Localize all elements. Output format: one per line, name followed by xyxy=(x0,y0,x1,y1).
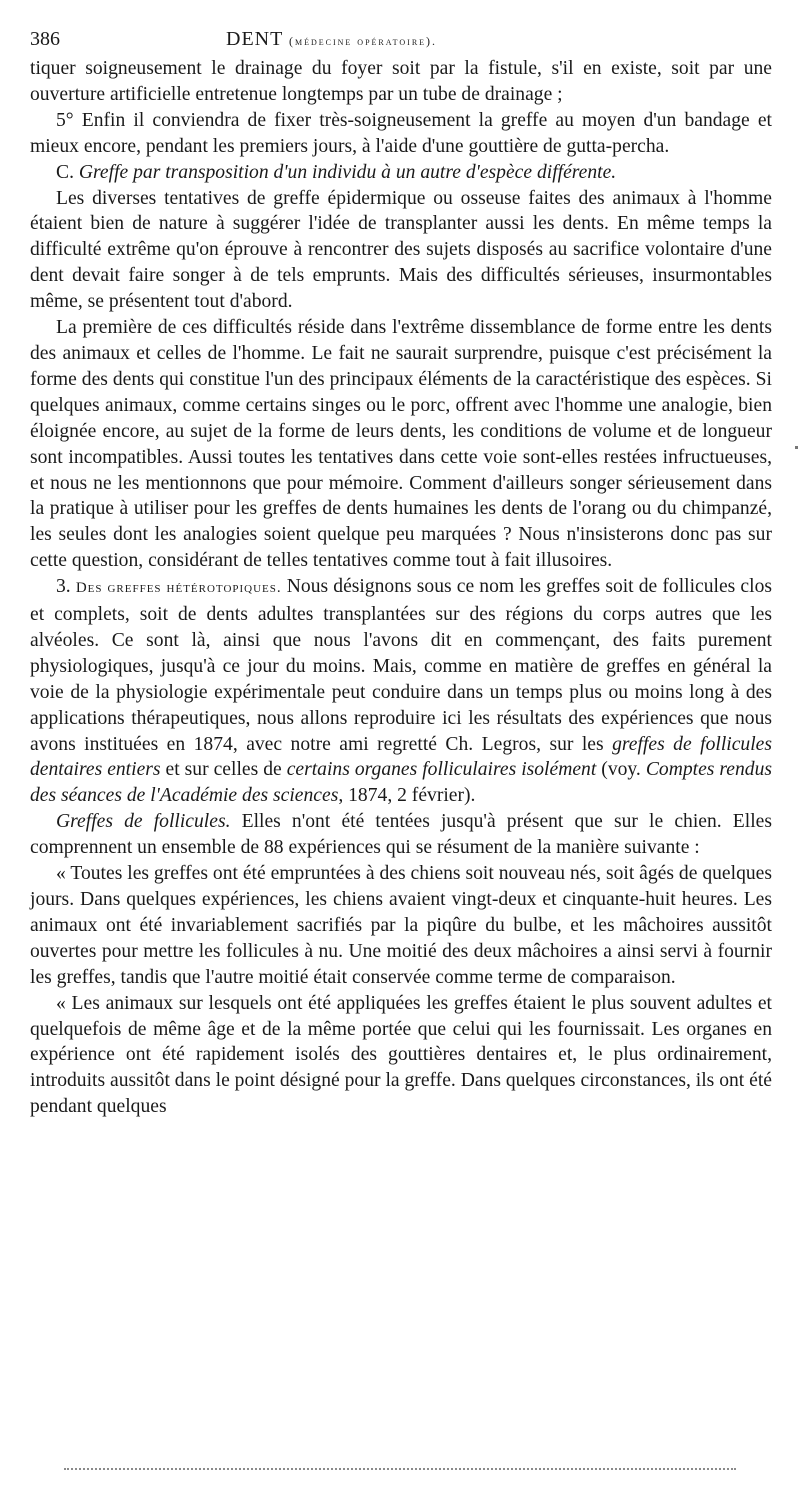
running-title-main: DENT xyxy=(226,28,283,50)
text-run: C. xyxy=(56,161,79,183)
body-text xyxy=(30,56,772,1120)
paragraph xyxy=(30,108,772,160)
paragraph xyxy=(30,991,772,1121)
italic-text: Greffes de follicules. xyxy=(56,811,231,833)
text-run: (voy. xyxy=(596,759,646,781)
paragraph xyxy=(30,186,772,316)
italic-text: Comptes rendus des séances de l'Académie des sciences xyxy=(30,759,773,807)
running-header xyxy=(30,28,772,56)
italic-text: certains organes folliculaires isolément xyxy=(286,759,597,781)
paragraph xyxy=(30,809,772,861)
paragraph xyxy=(30,861,772,991)
text-run: et sur celles de xyxy=(160,759,287,781)
footer-rule xyxy=(64,1468,736,1470)
paragraph xyxy=(30,160,772,186)
paragraph xyxy=(30,315,772,574)
text-run: « Toutes les greffes ont été empruntées à des chiens soit nouveau nés, soit âgés de quelques jours. Dans quelques expériences, les chiens avaient vingt-deux et cinquante-huit heures. Les animaux ont été invariablement sacrifiés par la piqûre du bulbe, et les mâchoires aussitôt ouvertes pour mettre les follicules à nu. Une moitié des deux mâchoires a ainsi servi à fournir les greffes, tandis que l'autre moitié était conservée comme terme de comparaison. xyxy=(30,863,772,988)
text-run: La première de ces difficultés réside dans l'extrême dissemblance de forme entre les dents des animaux et celles de l'homme. Le fait ne saurait surprendre, puisque c'est précisément la forme des dents qui constitue l'un des principaux éléments de la caractéristique des espèces. Si quelques animaux, comme certains singes ou le porc, offrent avec l'homme une analogie, bien éloignée encore, au sujet de la forme de leurs dents, les conditions de volume et de longueur sont incompatibles. Aussi toutes les tentatives dans cette voie sont-elles restées infructueuses, et nous ne les mentionnons que pour mémoire. Comment d'ailleurs songer sérieusement dans la pratique à utiliser pour les greffes de dents humaines les dents de l'orang ou du chimpanzé, les seules dont les analogies soient quelque peu marquées ? Nous n'insisterons donc pas sur cette question, considérant de telles tentatives comme tout à fait illusoires. xyxy=(30,317,772,572)
running-title xyxy=(226,28,437,51)
small-caps-heading: Des greffes hétérotopiques. xyxy=(75,580,282,597)
text-run: 5° Enfin il conviendra de fixer très-soigneusement la greffe au moyen d'un bandage et mieux encore, pendant les premiers jours, à l'aide d'une gouttière de gutta-percha. xyxy=(30,109,772,157)
paragraph xyxy=(30,56,772,108)
italic-text: greffes de follicules dentaires entiers xyxy=(30,733,772,781)
text-run: Elles n'ont été tentées jusqu'à présent que sur le chien. Elles comprennent un ensemble de 88 expériences qui se résument de la manière suivante : xyxy=(30,811,772,859)
text-run: Les diverses tentatives de greffe épidermique ou osseuse faites des animaux à l'homme étaient bien de nature à suggérer l'idée de transplanter aussi les dents. En même temps la difficulté extrême qu'on éprouve à rencontrer des sujets disposés au sacrifice volontaire d'une dent devait faire songer à de tels emprunts. Mais des difficultés sérieuses, insurmontables même, se présentent tout d'abord. xyxy=(30,187,772,313)
text-run: 3. xyxy=(56,576,76,598)
page xyxy=(30,28,772,1120)
text-run: tiquer soigneusement le drainage du foyer soit par la fistule, s'il en existe, soit par une ouverture artificielle entretenue longtemps par un tube de drainage ; xyxy=(30,58,772,105)
margin-mark xyxy=(795,446,798,449)
text-run: Nous désignons sous ce nom les greffes soit de follicules clos et complets, soit de dents adultes transplantées sur des régions du corps autres que les alvéoles. Ce sont là, ainsi que nous l'avons dit en commençant, des faits purement physiologiques, jusqu'à ce jour du moins. Mais, comme en matière de greffes en général la voie de la physiologie expérimentale peut conduire dans un temps plus ou moins long à des applications thérapeutiques, nous allons reproduire ici les résultats des expériences que nous avons instituées en 1874, avec notre ami regretté Ch. Legros, sur les xyxy=(30,576,772,755)
text-run: , 1874, 2 février). xyxy=(338,785,476,807)
italic-text: Greffe par transposition d'un individu à un autre d'espèce différente. xyxy=(78,161,617,183)
paragraph xyxy=(30,574,772,809)
running-title-sub: (médecine opératoire). xyxy=(288,34,438,48)
text-run: « Les animaux sur lesquels ont été appliquées les greffes étaient le plus souvent adultes et quelquefois de même âge et de la même portée que celui qui les fournissait. Les organes en expérience ont été rapidement isolés des gouttières dentaires et, le plus ordinairement, introduits aussitôt dans le point désigné pour la greffe. Dans quelques circonstances, ils ont été pendant quelques xyxy=(30,992,772,1118)
page-number: 386 xyxy=(30,28,60,50)
